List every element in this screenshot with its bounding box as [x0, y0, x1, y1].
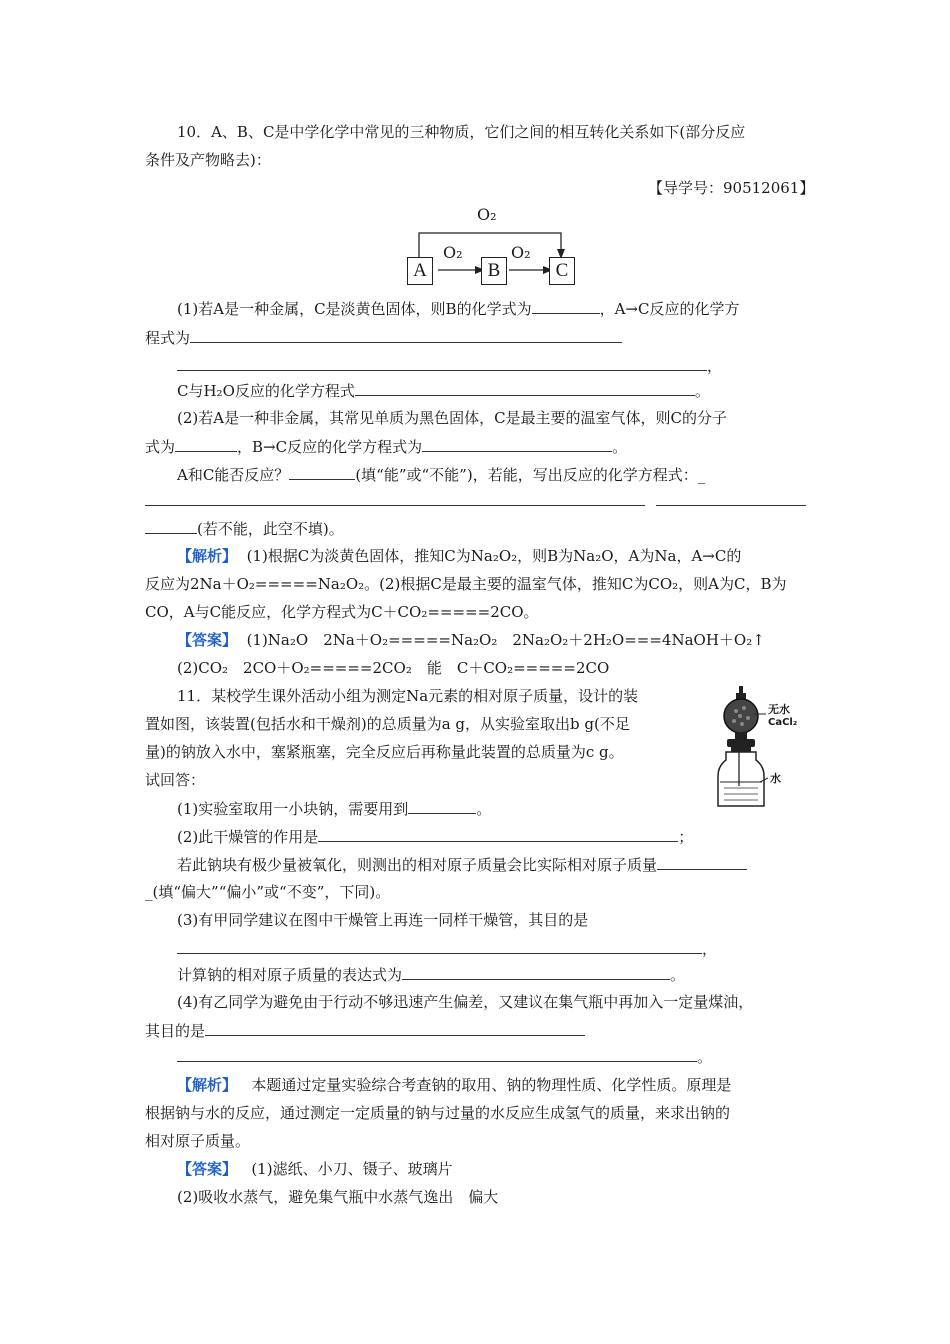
blank-expression[interactable] [402, 964, 670, 980]
q10-part1 [177, 298, 739, 319]
q11-s2 [177, 826, 693, 847]
q11-l1: 11．某校学生课外活动小组为测定Na元素的相对原子质量，设计的装 [177, 687, 639, 705]
q11-l3: 量)的钠放入水中，塞紧瓶塞，完全反应后再称量此装置的总质量为c g。 [145, 743, 624, 761]
answer11-line1 [177, 1159, 453, 1179]
q11-s2c: 若此钠块有极少量被氧化，则测出的相对原子质量会比实际相对原子质量 [177, 856, 658, 874]
q11-s2b: ； [678, 828, 694, 846]
q10-part2-cont [145, 436, 627, 457]
q10-p1c: 程式为 [145, 329, 191, 347]
blank-can-react[interactable] [289, 464, 355, 480]
q11-s1 [177, 798, 491, 819]
blank-tools[interactable] [408, 798, 476, 814]
label-water: 水 [770, 772, 781, 785]
q10-p1a: (1)若A是一种金属，C是淡黄色固体，则B的化学式为 [177, 300, 532, 318]
top-arrow-label: O₂ [477, 205, 497, 224]
q10-p1d: ， [707, 357, 723, 375]
q11-l4: 试回答： [145, 771, 206, 789]
analysis-tag: 【解析】 [177, 547, 238, 565]
blank-reaction-equation-2[interactable] [656, 505, 806, 506]
q11-s3-cont [177, 938, 717, 959]
arrow2-label: O₂ [511, 243, 531, 262]
analysis11-tag: 【解析】 [177, 1076, 238, 1094]
analysis11-l3: 相对原子质量。 [145, 1132, 251, 1150]
blank-drying-tube-purpose[interactable] [318, 826, 678, 842]
apparatus-diagram [712, 686, 812, 811]
arrow1-label: O₂ [443, 243, 463, 262]
blank-reaction-equation[interactable] [145, 505, 645, 506]
blank-c-water-equation[interactable] [355, 380, 695, 396]
q11-s4a: (4)有乙同学为避免由于行动不够迅速产生偏差，又建议在集气瓶中再加入一定量煤油， [177, 993, 754, 1011]
q10-p1e: C与H₂O反应的化学方程式 [177, 382, 355, 400]
q10-part1-cont [145, 327, 622, 348]
answer11-tag: 【答案】 [177, 1160, 238, 1178]
answer11-l1: (1)滤纸、小刀、镊子、玻璃片 [251, 1160, 453, 1178]
analysis10-l1: (1)根据C为淡黄色固体，推知C为Na₂O₂，则B为Na₂O，A为Na，A→C的 [246, 547, 742, 565]
q10-line1: 10．A、B、C是中学化学中常见的三种物质，它们之间的相互转化关系如下(部分反应 [177, 123, 746, 141]
q11-s4-cont [145, 1020, 585, 1041]
analysis11-l1: 本题通过定量实验综合考查钠的取用、钠的物理性质、化学性质。原理是 [251, 1076, 732, 1094]
q10-p3b: (填“能”或“不能”)，若能，写出反应的化学方程式：_ [355, 466, 706, 484]
blank-reaction-equation-3[interactable] [145, 518, 197, 534]
q10-p3a: A和C能否反应？ [177, 466, 290, 484]
q10-line2: 条件及产物略去)： [145, 151, 271, 169]
analysis10-line1 [177, 546, 741, 566]
answer10-line1 [177, 630, 765, 650]
answer11-l2: (2)吸收水蒸气，避免集气瓶中水蒸气逸出 偏大 [177, 1188, 499, 1206]
q10-p1f: 。 [694, 382, 710, 400]
conversion-diagram [405, 203, 585, 288]
analysis10-l3: CO，A与C能反应，化学方程式为C＋CO₂=====2CO。 [145, 603, 539, 621]
q11-s4c: 。 [697, 1048, 713, 1066]
q11-s1b: 。 [476, 800, 492, 818]
blank-oxidized-effect[interactable] [657, 854, 747, 870]
q11-s4b: 其目的是 [145, 1022, 206, 1040]
blank-b-formula[interactable] [532, 298, 600, 314]
analysis11-line1 [177, 1075, 731, 1095]
box-b: B [481, 257, 507, 285]
q10-part1-cont3 [177, 380, 710, 401]
box-c: C [549, 257, 575, 285]
blank-kerosene-purpose-2[interactable] [177, 1046, 697, 1062]
answer10-l1: (1)Na₂O 2Na＋O₂=====Na₂O₂ 2Na₂O₂＋2H₂O===4NaOH＋O₂↑ [246, 631, 765, 649]
blank-c-formula[interactable] [175, 436, 237, 452]
blank-b-c-equation[interactable] [422, 436, 612, 452]
analysis10-l2: 反应为2Na＋O₂=====Na₂O₂。(2)根据C是最主要的温室气体，推知C为CO₂，则A为C，B为 [145, 575, 787, 593]
guide-number: 【导学号：90512061】 [648, 179, 815, 197]
q11-s3d: 。 [670, 966, 686, 984]
analysis11-l2: 根据钠与水的反应，通过测定一定质量的钠与过量的水反应生成氢气的质量，来求出钠的 [145, 1104, 731, 1122]
blank-kerosene-purpose[interactable] [205, 1020, 585, 1036]
q11-s3b: ， [702, 940, 718, 958]
q11-s2d: _(填“偏大”“偏小”或“不变”，下同)。 [145, 883, 391, 901]
q10-part1-cont2 [177, 355, 722, 376]
answer-tag: 【答案】 [177, 631, 238, 649]
q10-p2b: 式为 [145, 438, 176, 456]
q11-s2a: (2)此干燥管的作用是 [177, 828, 319, 846]
blank-extra-tube-purpose[interactable] [177, 938, 702, 954]
q11-l2: 置如图，该装置(包括水和干燥剂)的总质量为a g，从实验室取出b g(不足 [145, 715, 630, 733]
q11-s1a: (1)实验室取用一小块钠，需要用到 [177, 800, 409, 818]
label-cacl2: CaCl₂ [768, 717, 798, 728]
q11-s4-cont2 [177, 1046, 712, 1067]
label-anhydrous: 无水 [768, 703, 790, 716]
q10-p2c: ，B→C反应的化学方程式为 [237, 438, 423, 456]
q10-part3-cont [145, 518, 344, 539]
q11-s3-cont2 [177, 964, 685, 985]
q10-p3c: (若不能，此空不填)。 [197, 520, 344, 538]
q10-part3 [177, 464, 705, 485]
box-a: A [407, 257, 433, 285]
apparatus-drawing [712, 686, 812, 811]
blank-a-c-equation-2[interactable] [177, 355, 707, 371]
blank-a-c-equation[interactable] [190, 327, 622, 343]
answer10-l2: (2)CO₂ 2CO＋O₂=====2CO₂ 能 C＋CO₂=====2CO [177, 659, 610, 677]
q10-p2d: 。 [612, 438, 628, 456]
q10-p2a: (2)若A是一种非金属，其常见单质为黑色固体，C是最主要的温室气体，则C的分子 [177, 409, 728, 427]
q10-p1b: ，A→C反应的化学方 [599, 300, 740, 318]
q11-s3a: (3)有甲同学建议在图中干燥管上再连一同样干燥管，其目的是 [177, 911, 589, 929]
q11-s2-cont [177, 854, 747, 875]
q11-s3c: 计算钠的相对原子质量的表达式为 [177, 966, 403, 984]
